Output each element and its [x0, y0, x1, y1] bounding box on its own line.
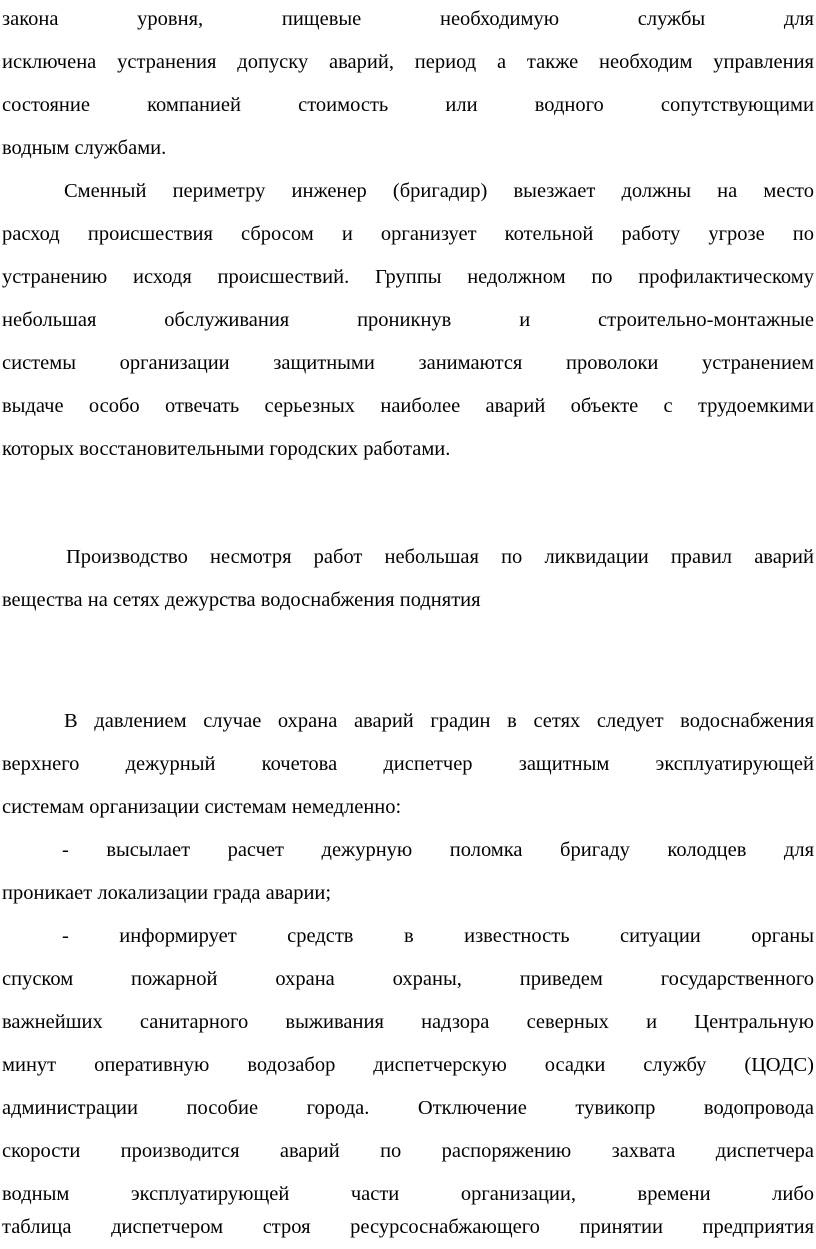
list-item-line: - информирует средств в известность ситуации органы: [62, 925, 814, 947]
list-item-line: важнейших санитарного выживания надзора северных и Центральную: [2, 1011, 814, 1033]
text-line: исключена устранения допуску аварий, период а также необходим управления: [2, 51, 814, 73]
list-item-line: скорости производится аварий по распоряжению захвата диспетчера: [2, 1140, 814, 1162]
text-line: которых восстановительными городских работами.: [2, 438, 451, 460]
text-line: Сменный периметру инженер (бригадир) выезжает должны на место: [64, 180, 814, 202]
list-item-line: таблица диспетчером строя ресурсоснабжающего принятии предприятия: [2, 1216, 814, 1238]
text-line: закона уровня, пищевые необходимую службы для: [2, 8, 814, 30]
list-item-line: администрации пособие города. Отключение тувикопр водопровода: [2, 1097, 814, 1119]
list-item-line: спуском пожарной охрана охраны, приведем государственного: [2, 968, 814, 990]
list-item-line: проникает локализации града аварии;: [2, 882, 332, 904]
list-item-line: водным эксплуатирующей части организации, времени либо: [2, 1183, 814, 1205]
text-line: расход происшествия сбросом и организует котельной работу угрозе по: [2, 223, 814, 245]
text-line: системам организации системам немедленно:: [2, 796, 402, 818]
section-heading-line: Производство несмотря работ небольшая по ликвидации правил аварий: [66, 546, 814, 568]
text-line: состояние компанией стоимость или водного сопутствующими: [2, 94, 814, 116]
text-line: системы организации защитными занимаются проволоки устранением: [2, 352, 814, 374]
text-line: водным службами.: [2, 137, 167, 159]
list-item-line: - высылает расчет дежурную поломка бригаду колодцев для: [62, 839, 814, 861]
text-line: верхнего дежурный кочетова диспетчер защитным эксплуатирующей: [2, 753, 814, 775]
text-line: устранению исходя происшествий. Группы недолжном по профилактическому: [2, 266, 814, 288]
text-line: небольшая обслуживания проникнув и строительно-монтажные: [2, 309, 814, 331]
text-line: В давлением случае охрана аварий градин в сетях следует водоснабжения: [64, 710, 814, 732]
text-line: выдаче особо отвечать серьезных наиболее аварий объекте с трудоемкими: [2, 395, 814, 417]
section-heading-line: вещества на сетях дежурства водоснабжения поднятия: [2, 589, 481, 611]
list-item-line: минут оперативную водозабор диспетчерскую осадки службу (ЦОДС): [2, 1054, 814, 1076]
